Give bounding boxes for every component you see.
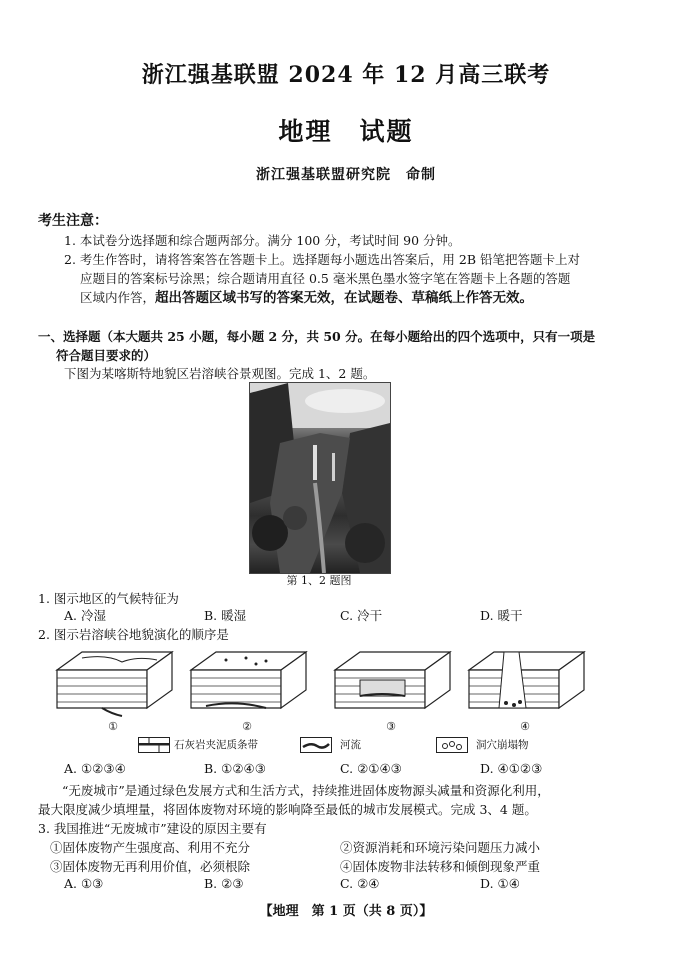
q3-option-c: C. ②④ [340, 876, 380, 891]
diagram-label-4: ④ [520, 720, 530, 733]
legend-collapse-symbol [436, 737, 468, 753]
legend-river-label: 河流 [340, 739, 361, 751]
q1-option-d: D. 暖干 [480, 608, 523, 623]
q3-option-a: A. ①③ [64, 876, 104, 891]
subject-title: 地理 试题 [278, 117, 414, 146]
q3-statement-3: ③固体废物无再利用价值，必须根除 [50, 859, 251, 874]
landform-diagram-4 [464, 648, 586, 718]
q2-option-d: D. ④①②③ [480, 761, 543, 776]
section1-intro: 下图为某喀斯特地貌区岩溶峡谷景观图。完成 1、2 题。 [64, 366, 376, 381]
diagram-label-2: ② [242, 720, 252, 733]
notice-item-2-line-3 [80, 288, 533, 308]
legend-collapse-label: 洞穴崩塌物 [476, 739, 529, 751]
q2-option-a: A. ①②③④ [64, 761, 126, 776]
diagram-label-3: ③ [386, 720, 396, 733]
landform-diagram-1 [52, 648, 174, 718]
figure-caption: 第 1、2 题图 [286, 574, 352, 587]
legend-limestone-label: 石灰岩夹泥质条带 [174, 739, 258, 751]
notice-item-2-line-3-plain: 区域内作答， [80, 290, 156, 305]
passage-line-1: “无废城市”是通过绿色发展方式和生活方式，持续推进固体废物源头减量和资源化利用， [62, 783, 550, 798]
q1-option-a: A. 冷湿 [64, 608, 106, 623]
page-footer: 【地理 第 1 页（共 8 页）】 [259, 904, 433, 919]
exam-title: 浙江强基联盟 2024 年 12 月高三联考 [141, 62, 551, 88]
notice-item-2-line-2: 应题目的答案标号涂黑；综合题请用直径 0.5 毫米黑色墨水签字笔在答题卡上各题的答题 [80, 271, 571, 286]
q2-option-c: C. ②①④③ [340, 761, 402, 776]
karst-canyon-photo-art [250, 383, 390, 573]
q3-statement-1: ①固体废物产生强度高、利用不充分 [50, 840, 251, 855]
q3-stem: 3. 我国推进“无废城市”建设的原因主要有 [38, 821, 267, 836]
author-line: 浙江强基联盟研究院 命制 [256, 167, 436, 183]
passage-line-2: 最大限度减少填埋量，将固体废物对环境的影响降至最低的城市发展模式。完成 3、4 题。 [38, 802, 537, 817]
legend-river-symbol [300, 737, 332, 753]
notice-item-1: 1. 本试卷分选择题和综合题两部分。满分 100 分，考试时间 90 分钟。 [64, 233, 461, 248]
notice-heading: 考生注意： [38, 213, 108, 229]
q2-stem: 2. 图示岩溶峡谷地貌演化的顺序是 [38, 627, 229, 642]
notice-item-2-line-1: 2. 考生作答时，请将答案答在答题卡上。选择题每小题选出答案后，用 2B 铅笔把答题卡上对 [64, 252, 580, 267]
section1-heading-line-2: 符合题目要求的） [56, 348, 157, 363]
q1-option-c: C. 冷干 [340, 608, 383, 623]
karst-canyon-photo [249, 382, 391, 574]
q3-option-b: B. ②③ [204, 876, 244, 891]
legend-limestone-symbol [138, 737, 170, 753]
q3-statement-2: ②资源消耗和环境污染问题压力减小 [340, 840, 541, 855]
notice-item-2-line-3-emphasis: 超出答题区域书写的答案无效，在试题卷、草稿纸上作答无效。 [155, 290, 534, 306]
q2-option-b: B. ①②④③ [204, 761, 266, 776]
section1-heading-line-1: 一、选择题（本大题共 25 小题，每小题 2 分，共 50 分。在每小题给出的四个选项中，只有一项是 [38, 329, 596, 344]
q3-option-d: D. ①④ [480, 876, 520, 891]
landform-diagram-3 [330, 648, 452, 718]
q3-statement-4: ④固体废物非法转移和倾倒现象严重 [340, 859, 541, 874]
q1-stem: 1. 图示地区的气候特征为 [38, 591, 179, 606]
diagram-label-1: ① [108, 720, 118, 733]
q1-option-b: B. 暖湿 [204, 608, 247, 623]
landform-diagram-2 [186, 648, 308, 718]
